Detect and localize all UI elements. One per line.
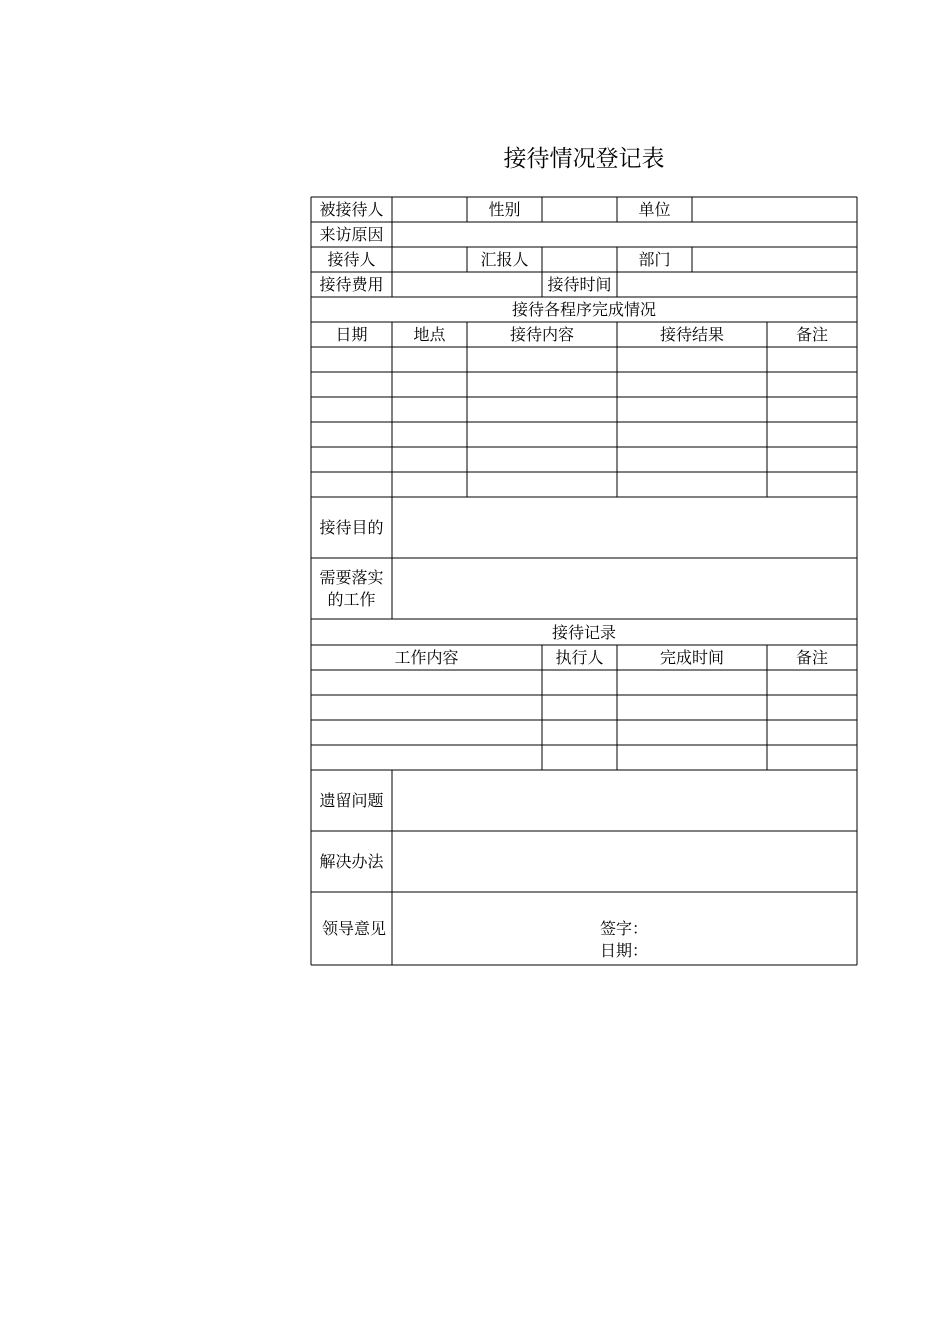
unit-label: 单位 (638, 200, 671, 219)
time-label: 接待时间 (547, 275, 612, 294)
record-header-remark: 备注 (795, 648, 828, 667)
form-title: 接待情况登记表 (503, 146, 665, 172)
leader-label: 领导意见 (321, 919, 386, 938)
sign-label: 签字： (600, 919, 649, 938)
issues-label: 遗留问题 (319, 791, 384, 810)
reporter-label: 汇报人 (480, 250, 529, 269)
solution-label: 解决办法 (319, 852, 384, 871)
procedure-section-title: 接待各程序完成情况 (511, 300, 656, 319)
record-header-work: 工作内容 (394, 648, 459, 667)
record-header-executor: 执行人 (555, 648, 604, 667)
cost-label: 接待费用 (319, 275, 384, 294)
procedure-header-date: 日期 (335, 325, 368, 344)
purpose-label: 接待目的 (319, 518, 384, 537)
procedure-header-result: 接待结果 (659, 325, 724, 344)
date-label: 日期： (600, 941, 649, 960)
visitee-label: 被接待人 (319, 200, 384, 219)
procedure-header-place: 地点 (413, 325, 446, 344)
gender-label: 性别 (488, 200, 521, 219)
procedure-header-content: 接待内容 (509, 325, 574, 344)
dept-label: 部门 (638, 250, 671, 269)
reason-label: 来访原因 (319, 225, 384, 244)
record-section-title: 接待记录 (551, 623, 616, 642)
record-header-finish-time: 完成时间 (659, 648, 724, 667)
todo-label-line1: 需要落实 (319, 568, 384, 587)
host-label: 接待人 (327, 250, 376, 269)
todo-label-line2: 的工作 (327, 590, 376, 609)
procedure-header-remark: 备注 (795, 325, 828, 344)
